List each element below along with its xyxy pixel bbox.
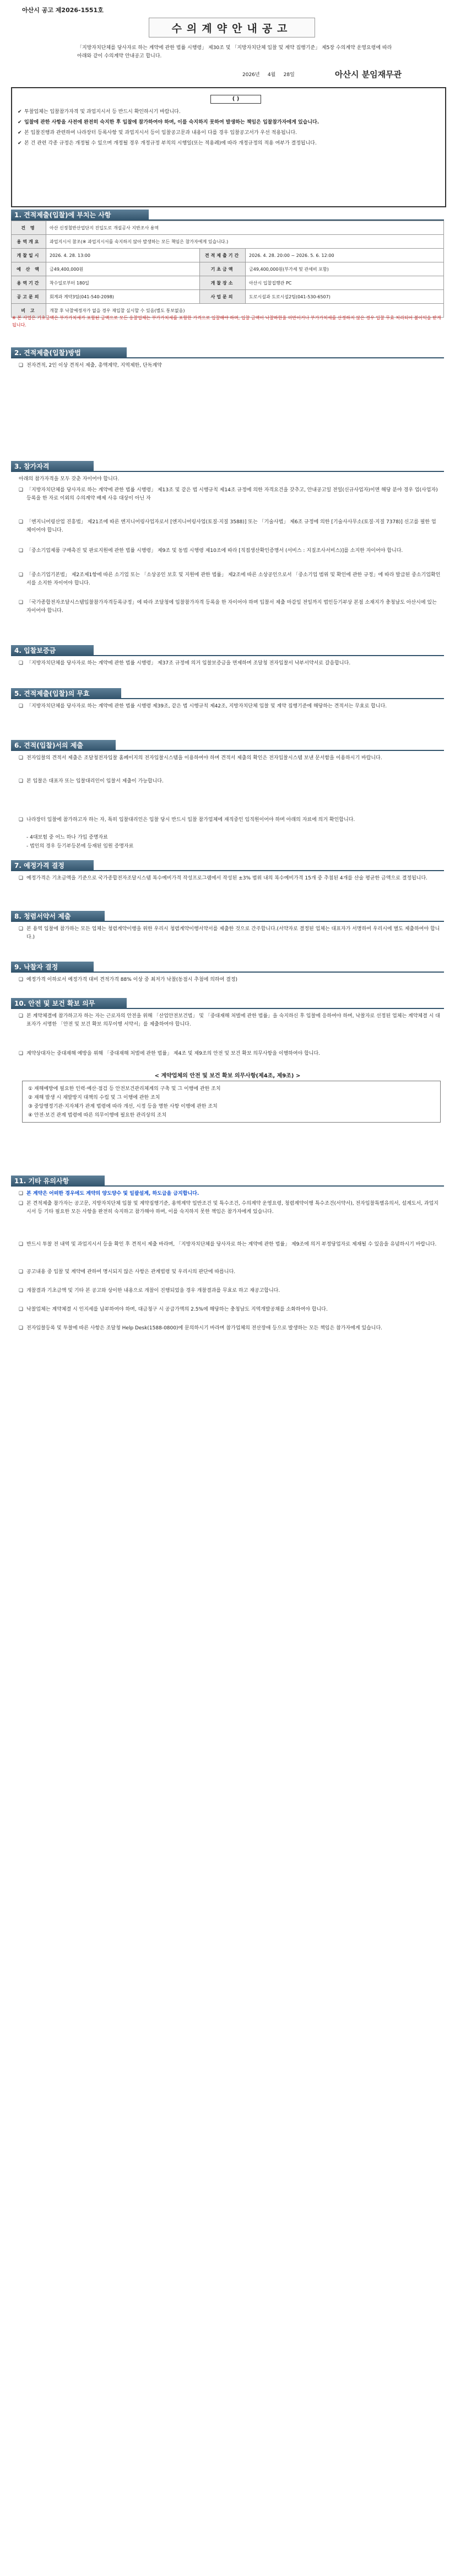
list-item: ❏ 본 계약체결에 참가하고자 하는 자는 근로자의 안전을 위해 「산업안전보건법」 및 「중대재해 처벌에 관한 법률」을 숙지하신 후 입찰에 응하여야 하며, 낙찰자로 선정된 업체는 계약체결 시 대표자가 서명한 「안전 및 보건 확보 의무이행 서약서」를 제출하여야 합니다.	[19, 1013, 440, 1027]
notice-box	[11, 87, 446, 207]
table-header-cell: 용역기간	[12, 276, 46, 290]
list-item: ❏ 반드시 투찰 전 내역 및 과업지시서 등을 확인 후 견적서 제출 바라며, 「지방자치단체를 당사자로 하는 계약에 관한 법률」 제9조에 의거 부정당업자로 제재될 수 있음을 유념하시기 바랍니다.	[19, 1241, 441, 1249]
notice-item: ✔ 투찰업체는 입찰참가자격 및 과업지시서 등 반드시 확인하시기 바랍니다.	[18, 109, 181, 115]
table-cell: 개찰 후 낙찰예정자가 없을 경우 재입찰 실시할 수 있음(별도 통보없음)	[46, 304, 444, 318]
list-item: ❏ 「엔지니어링산업 진흥법」 제21조에 따른 엔지니어링사업자로서 [엔지니어링사업(토질·지질 3588)] 또는 「기술사법」 제6조 규정에 의한 [기술사사무소(토질·지질 7378)] 신고를 필한 업체이어야 합니다.	[19, 519, 436, 533]
bullet-icon: ❏	[19, 1051, 24, 1056]
bullet-icon: ❏	[19, 817, 24, 823]
section-6-header: 6. 견적(입찰)서의 제출	[11, 740, 116, 751]
bullet-icon: ❏	[19, 926, 24, 932]
notice-list	[18, 108, 440, 150]
list-item: ❏ 본 견적제출 참가자는 공고문, 지방자치단체 입찰 및 계약집행기준, 용역계약 일반조건 및 특수조건, 수의계약 운영요령, 청렴계약이행 특수조건(서약서), 전자입찰특별유의서, 설계도서, 과업지시서 등 기타 필요한 모든 사항을 완전히 숙지하고 참가해야 하며, 이를 숙지하지 못한 책임은 참가자에게 있습니다.	[19, 1201, 438, 1215]
bullet-icon: ❏	[19, 704, 24, 709]
list-item: ❏ 「지방자치단체를 당사자로 하는 계약에 관한 법률 시행령」 제37조 규정에 의거 입찰보증금을 면제하며 조달청 전자입찰서 낙부서약서로 갈음합니다.	[19, 659, 441, 668]
section-divider	[11, 870, 444, 871]
section-divider	[11, 698, 444, 699]
section-divider	[11, 1008, 444, 1009]
list-item: ❏ 「지방자치단체를 당사자로 하는 계약에 관한 법률 시행령 제39조, 같은 법 시행규칙 제42조, 지방자치단체 입찰 및 계약 집행기준에 해당하는 견적서는 무효로 합니다.	[19, 702, 441, 711]
title-box	[149, 18, 315, 37]
sub-item: - 법인의 경우 등기부등본에 등재된 임원 증명자료	[26, 844, 134, 849]
notice-number: 아산시 공고 제2026-1551호	[22, 7, 104, 14]
table-header-cell: 비 고	[12, 304, 46, 318]
safety-item: ③ 중앙행정기관·지자체가 관계 법령에 따라 개선, 시정 등을 명한 사항 이행에 관한 조치	[28, 1104, 218, 1109]
table-cell: 2026. 4. 28. 20:00 ~ 2026. 5. 6. 12:00	[246, 249, 444, 262]
table-header-cell: 공고문의	[12, 290, 46, 304]
section-3-header: 3. 참가자격	[11, 461, 94, 472]
notice-item: ✔ 입찰에 관한 사항을 사전에 완전히 숙지한 후 입찰에 참가하여야 하며, 이를 숙지하지 못하여 발생하는 책임은 입찰참가자에게 있습니다.	[18, 120, 319, 125]
check-icon: ✔	[18, 109, 22, 115]
check-icon: ✔	[18, 120, 22, 125]
table-cell: 아산 신정철반산업단지 진입도로 개설공사 지반조사 용역	[46, 221, 444, 235]
bullet-icon: ❏	[19, 519, 24, 525]
bullet-icon: ❏	[19, 1013, 24, 1019]
bullet-icon: ❏	[19, 1191, 24, 1196]
bullet-icon: ❏	[19, 1325, 24, 1331]
list-item: ❏ 전자입찰등록 및 투찰에 따른 사항은 조달청 Help Desk(1588-0800)에 문의하시기 바라며 참가업체의 전산장애 등으로 발생하는 모든 책임은 참가자에게 있습니다.	[19, 1324, 441, 1333]
section-2-header: 2. 견적제출(입찰)방법	[11, 347, 127, 358]
table-cell: 2026. 4. 28. 13:00	[46, 249, 200, 262]
safety-box-title: < 계약업체의 안전 및 보건 확보 의무사항(제4조, 제9조) >	[154, 1073, 301, 1079]
bullet-icon: ❏	[19, 1307, 24, 1312]
table-cell: 금49,400,000원	[46, 262, 200, 276]
table-row	[12, 276, 444, 290]
section-11-header: 11. 기타 유의사항	[11, 1176, 105, 1187]
section-5-header: 5. 견적제출(입찰)의 무효	[11, 688, 121, 699]
table-header-cell: 건 명	[12, 221, 46, 235]
section-divider	[11, 750, 444, 751]
section-1-header: 1. 견적제출(입찰)에 부치는 사항	[11, 210, 149, 221]
bullet-icon: ❏	[19, 363, 24, 368]
section-8-header: 8. 청렴서약서 제출	[11, 911, 105, 922]
page-title: 수의계약안내공고	[171, 22, 292, 35]
bullet-icon: ❏	[19, 1201, 24, 1206]
bullet-icon: ❏	[19, 1269, 24, 1275]
section-9-header: 9. 낙찰자 결정	[11, 962, 94, 973]
section-lead: 아래의 참가자격을 모두 갖춘 자이어야 합니다.	[19, 476, 120, 482]
date-day: 28일	[283, 72, 295, 78]
bullet-icon: ❏	[19, 1242, 24, 1247]
section-4-header: 4. 입찰보증금	[11, 645, 94, 656]
table-cell: 도로시설과 도로시설2팀(041-530-6507)	[246, 290, 444, 304]
info-table	[11, 221, 444, 318]
section-divider	[11, 357, 444, 358]
check-icon: ✔	[18, 141, 22, 146]
section-divider	[11, 655, 444, 656]
bullet-icon: ❏	[19, 1288, 24, 1294]
table-header-cell: 개찰장소	[200, 276, 246, 290]
list-item: ❏ 본 입찰은 대표자 또는 입찰대리인이 입찰서 제출이 가능합니다.	[19, 777, 441, 786]
bullet-icon: ❏	[19, 876, 24, 881]
safety-item: ① 재해예방에 필요한 인력·예산·점검 등 안전보건관리체계의 구축 및 그 이행에 관한 조치	[28, 1086, 221, 1092]
table-cell: 과업지시서 참조(※ 과업지시서를 숙지하지 않아 발생하는 모든 책임은 참가자에게 있습니다.)	[46, 235, 444, 249]
section-divider	[11, 471, 444, 472]
bullet-icon: ❏	[19, 779, 24, 784]
notice-badge: ( )	[210, 95, 261, 104]
bullet-icon: ❏	[19, 487, 24, 493]
table-header-cell: 예 산 액	[12, 262, 46, 276]
table-header-cell: 견적제출기간	[200, 249, 246, 262]
safety-item: ④ 안전·보건 관계 법령에 따른 의무이행에 필요한 관리상의 조치	[28, 1113, 167, 1118]
intro-text: 「지방자치단체를 당사자로 하는 계약에 관한 법률 시행령」 제30조 및 「지방자치단체 입찰 및 계약 집행기준」 제5장 수의계약 운영요령에 따라 아래와 같이 수의계약 안내공고 합니다.	[77, 45, 392, 59]
check-icon: ✔	[18, 130, 22, 136]
notice-item: ✔ 본 건 관련 각종 규정은 개정될 수 있으며 개정될 경우 개정규정 부칙의 시행일(또는 적용례)에 따라 개정규정의 적용 여부가 결정됩니다.	[18, 141, 317, 146]
table-row	[12, 290, 444, 304]
safety-box	[22, 1081, 441, 1123]
bullet-icon: ❏	[19, 572, 24, 578]
table-row	[12, 235, 444, 249]
vat-warning: ※ 본 사업은 기초금액은 부가가치세가 포함된 금액으로 모든 응찰업체는 부가가치세를 포함한 가격으로 입찰해야 하며, 입찰 금액이 낙찰하한율 미만이거나 부가가치세를 산정하지 않은 경우 입찰 무효 처리되어 불이익을 받게 됩니다.	[12, 315, 441, 328]
date-line	[242, 71, 295, 78]
bullet-icon: ❏	[19, 548, 24, 554]
table-header-cell: 기초금액	[200, 262, 246, 276]
section-10-header: 10. 안전 및 보건 확보 의무	[11, 998, 127, 1009]
list-item: ❏ 공고내용 중 입찰 및 계약에 관하여 명시되지 않은 사항은 관계법령 및 우리시의 판단에 따릅니다.	[19, 1268, 441, 1276]
notice-item: ✔ 본 입찰진행과 관련하여 나라장터 등록사항 및 과업지시서 등이 입찰공고문과 내용이 다를 경우 입찰공고서가 우선 적용됩니다.	[18, 130, 297, 136]
table-row	[12, 221, 444, 235]
list-item: ❏ 「중소기업제품 구매촉진 및 판로지원에 관한 법률 시행령」 제9조 및 동법 시행령 제10조에 따라 [직접생산확인증명서 (서비스 : 지질조사서비스)]를 소지한 자이어야 합니다.	[19, 547, 441, 555]
list-item: ❏ 「중소기업기본법」 제2조제1항에 따른 소기업 또는 「소상공인 보호 및 지원에 관한 법률」 제2조에 따른 소상공인으로서 「중소기업 범위 및 확인에 관한 규정」에 따라 발급된 중소기업확인서를 소지한 자이어야 합니다.	[19, 572, 441, 586]
date-year: 2026년	[242, 72, 260, 78]
bullet-icon: ❏	[19, 600, 24, 605]
list-item: ❏ 전자입찰의 견적서 제출은 조달청전자입찰 홈페이지의 전자입찰시스템을 이용하여야 하며 견적서 제출의 확인은 전자입찰시스템 보낸 문서함을 이용하시기 바랍니다.	[19, 754, 441, 763]
table-row	[12, 262, 444, 276]
section-divider	[11, 1185, 444, 1187]
sub-item: - 4대보험 중 어느 하나 가입 증명자료	[26, 835, 108, 840]
table-cell: 금49,400,000원(부가세 및 관세비 포함)	[246, 262, 444, 276]
list-item: ❏ 낙찰업체는 계약체결 시 인지세를 납부하여야 하며, 대금청구 시 공급가액의 2.5%에 해당하는 충청남도 지역개발공채를 소화하여야 합니다.	[19, 1306, 441, 1314]
issuer: 아산시 분임재무관	[335, 69, 402, 79]
list-item: ❏ 계약상대자는 중대재해 예방을 위해 「중대재해 처벌에 관한 법률」 제4조 및 제9조의 안전 및 보건 확보 의무사항을 이행하여야 합니다.	[19, 1050, 441, 1058]
table-header-cell: 용역개요	[12, 235, 46, 249]
section-divider	[11, 972, 444, 973]
section-divider	[11, 921, 444, 922]
list-item: ❏ 「지방자치단체를 당사자로 하는 계약에 관한 법률 시행령」 제13조 및 같은 법 시행규칙 제14조 규정에 의한 자격요건을 갖추고, 안내공고일 전일(신규사업자)이면 해당 분야 경우 업(사업자)등록을 한 자로 이외의 수의계약 배제 사유 대상이 아닌 자	[19, 487, 438, 501]
list-item: ❏ 본 용역 입찰에 참가하는 모든 업체는 청렴계약이행을 위한 우리시 청렴계약이행서약서를 제출한 것으로 간주합니다.(서약자로 결정된 업체는 대표자가 서명하여 우리시에 별도 제출하여야 합니다.)	[19, 926, 440, 940]
bullet-icon: ❏	[19, 661, 24, 666]
table-cell: 회계과 계약3팀(041-540-2098)	[46, 290, 200, 304]
table-header-cell: 사업문의	[200, 290, 246, 304]
bullet-icon: ❏	[19, 977, 24, 983]
list-item: ❏ 개찰결과 기초금액 및 기타 본 공고와 상이한 내용으로 개찰이 진행되었을 경우 개찰결과를 무효로 하고 재공고합니다.	[19, 1287, 441, 1295]
table-row	[12, 249, 444, 262]
safety-item: ② 재해 발생 시 재발방지 대책의 수립 및 그 이행에 관한 조치	[28, 1095, 160, 1101]
list-item: ❏ 전자견적, 2인 이상 견적서 제출, 총액계약, 지역제한, 단독계약	[19, 362, 441, 370]
list-item: ❏ 예정가격은 기초금액을 기준으로 국가종합전자조달시스템 복수예비가격 작성프로그램에서 작성된 ±3% 범위 내의 복수예비가격 15개 중 추첨된 4개를 산술 평균한 금액으로 결정됩니다.	[19, 874, 441, 883]
table-cell: 아산시 입찰집행관 PC	[246, 276, 444, 290]
bullet-icon: ❏	[19, 755, 24, 761]
table-header-cell: 개찰일시	[12, 249, 46, 262]
list-item: ❏ 본 계약은 어떠한 경우에도 계약의 양도양수 및 일괄설계, 하도급을 금지합니다.	[19, 1190, 441, 1198]
list-item: ❏ 「국가종합전자조달시스템입찰참가자격등록규정」에 따라 조달청에 입찰참가자격 등록을 한 자이어야 하며 입찰서 제출 마감일 전일까지 법인등기부상 본점 소재지가 충청남도 아산시에 있는 자이어야 합니다.	[19, 600, 437, 614]
date-month: 4월	[267, 72, 276, 78]
table-cell: 착수일로부터 180일	[46, 276, 200, 290]
list-item: ❏ 예정가격 이하로서 예정가격 대비 견적가격 88% 이상 중 최저가 낙찰(동점시 추첨에 의하여 결정)	[19, 976, 441, 984]
list-item: ❏ 나라장터 입찰에 참가하고자 하는 자, 특히 입찰대리인은 입찰 당시 반드시 입찰 참가업체에 재직중인 임직원이어야 하며 아래의 자료에 의거 확인합니다.	[19, 816, 441, 824]
section-7-header: 7. 예정가격 결정	[11, 860, 94, 871]
